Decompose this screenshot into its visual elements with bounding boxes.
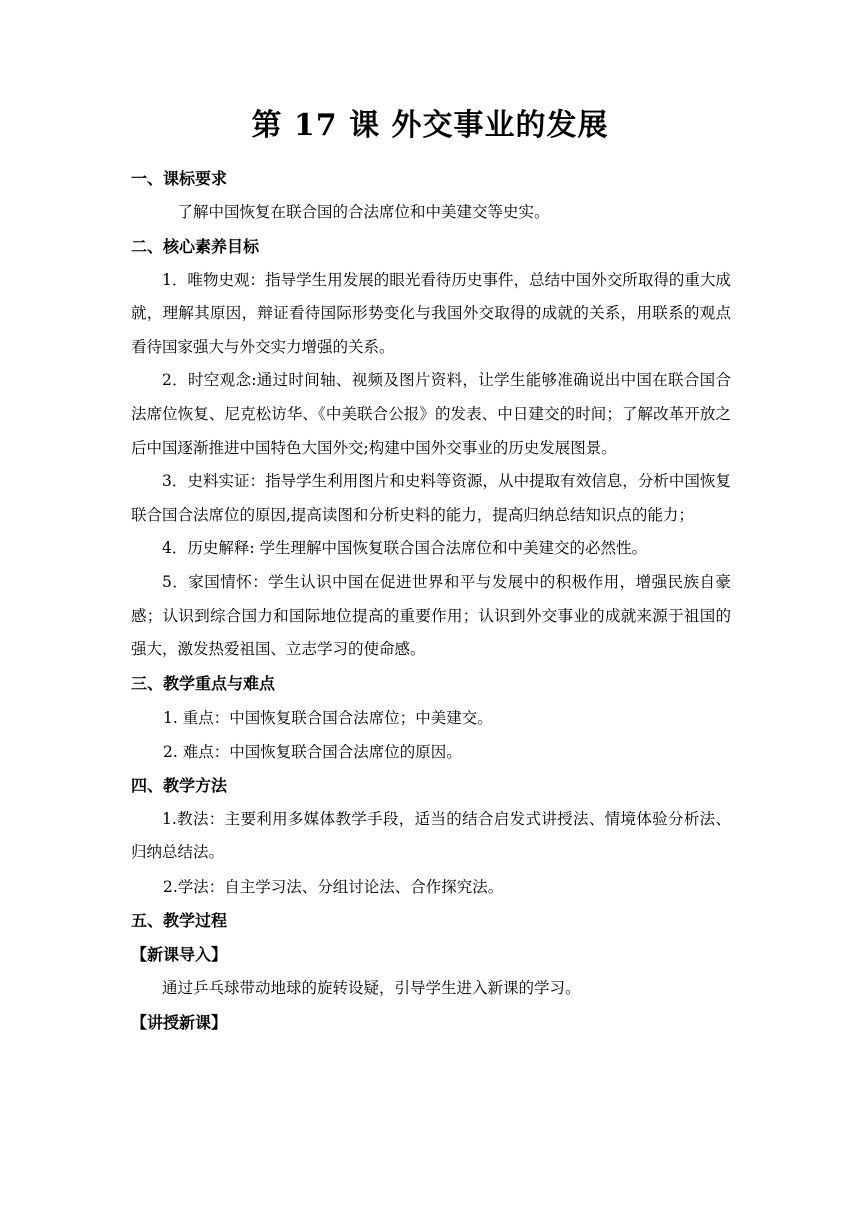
subsection-heading-new-lesson: 【讲授新课】 — [131, 1012, 228, 1032]
difficult-point-item: 2. 难点：中国恢复联合国合法席位的原因。 — [163, 742, 462, 761]
curriculum-requirement-text: 了解中国恢复在联合国的合法席位和中美建交等史实。 — [177, 203, 550, 221]
teaching-method-text: 1.教法：主要利用多媒体教学手段，适当的结合启发式讲授法、情境体验分析法、归纳总结法。 — [131, 809, 731, 862]
goal-historical-evidence: 3．史料实证：指导学生利用图片和史料等资源，从中提取有效信息，分析中国恢复联合国合法席位的原因,提高读图和分析史料的能力，提高归纳总结知识点的能力； — [131, 472, 731, 524]
goal-historical-materialism: 1．唯物史观：指导学生用发展的眼光看待历史事件，总结中国外交所取得的重大成就，理解其原因，辩证看待国际形势变化与我国外交取得的成就的关系，用联系的观点看待国家强大与外交实力增强的关系。 — [131, 270, 731, 356]
section-heading-teaching-methods: 四、教学方法 — [131, 775, 228, 795]
section-heading-teaching-process: 五、教学过程 — [131, 910, 228, 930]
intro-text: 通过乒乓球带动地球的旋转设疑，引导学生进入新课的学习。 — [162, 978, 581, 997]
document-body — [131, 162, 731, 1040]
section-heading-core-goals: 二、核心素养目标 — [131, 236, 260, 256]
goal-patriotism: 5．家国情怀：学生认识中国在促进世界和平与发展中的积极作用，增强民族自豪感；认识到综合国力和国际地位提高的重要作用；认识到外交事业的成就来源于祖国的强大，激发热爱祖国、立志学习的使命感。 — [131, 572, 731, 659]
section-heading-key-points: 三、教学重点与难点 — [131, 673, 276, 693]
section-heading-curriculum: 一、课标要求 — [131, 169, 228, 188]
learning-method-text: 2.学法：自主学习法、分组讨论法、合作探究法。 — [163, 877, 504, 896]
lesson-title: 第 17 课 外交事业的发展 — [251, 108, 609, 143]
goal-historical-interpretation: 4．历史解释: 学生理解中国恢复联合国合法席位和中美建交的必然性。 — [162, 539, 648, 558]
goal-space-time-concept: 2．时空观念:通过时间轴、视频及图片资料，让学生能够准确说出中国在联合国合法席位恢复、尼克松访华、《中美联合公报》的发表、中日建交的时间；了解改革开放之后中国逐渐推进中国特色大国外交;构建中国外交事业的历史发展图景。 — [131, 371, 731, 457]
subsection-heading-intro: 【新课导入】 — [131, 944, 228, 964]
key-point-item: 1. 重点：中国恢复联合国合法席位；中美建交。 — [163, 708, 493, 727]
